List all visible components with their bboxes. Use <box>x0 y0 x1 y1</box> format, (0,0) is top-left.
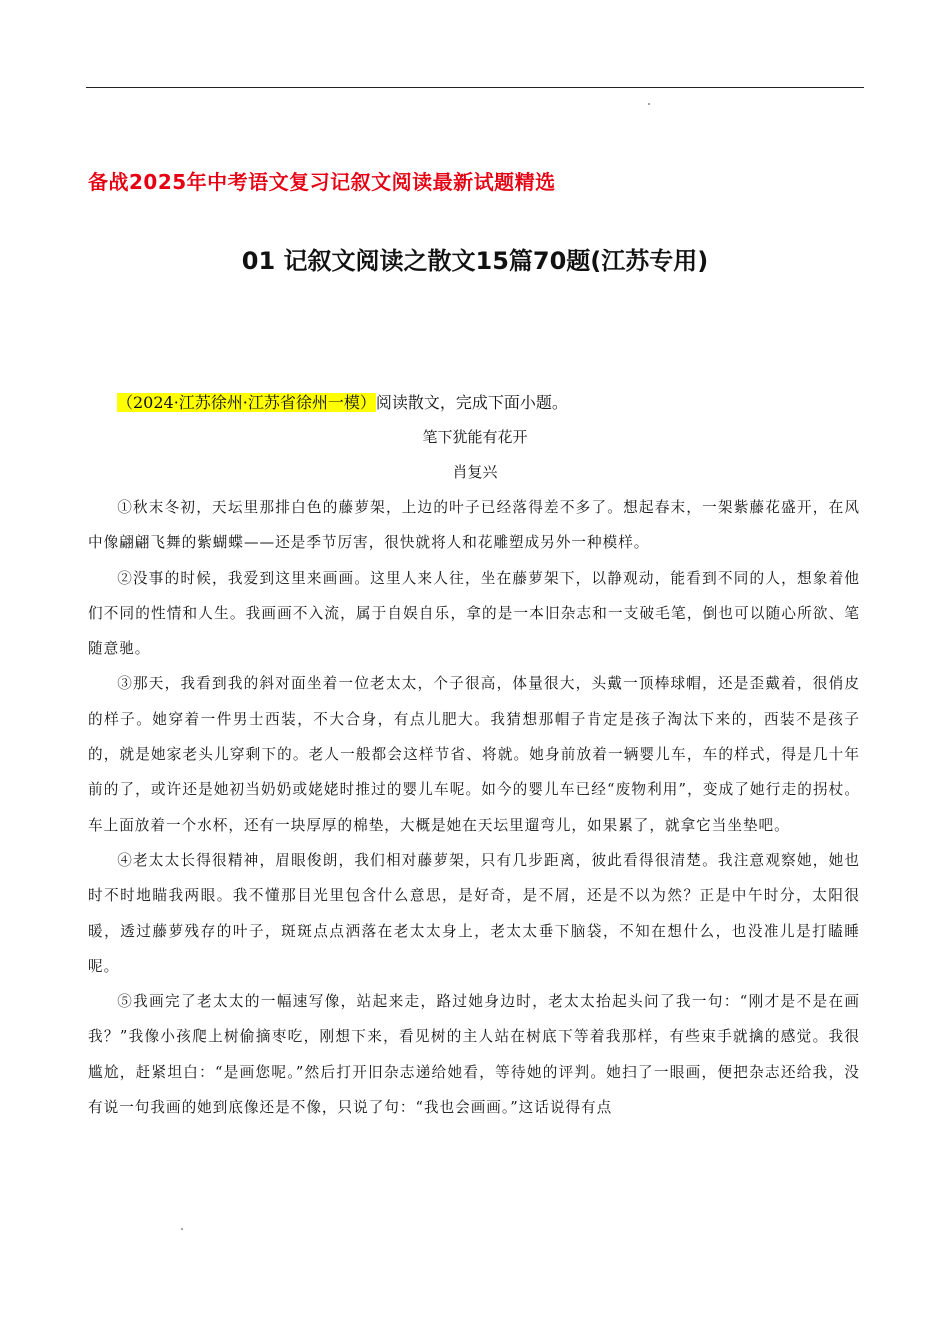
paragraph: ②没事的时候，我爱到这里来画画。这里人来人往，坐在藤萝架下，以静观动，能看到不同的人，想象着他们不同的性情和人生。我画画不入流，属于自娱自乐，拿的是一本旧杂志和一支破毛笔，倒也可以随心所欲、笔随意驰。 <box>88 569 860 658</box>
paragraph: ⑤我画完了老太太的一幅速写像，站起来走，路过她身边时，老太太抬起头问了我一句：“刚才是不是在画我？”我像小孩爬上树偷摘枣吃，刚想下来，看见树的主人站在树底下等着我那样，有些束手就擒的感觉。我很尴尬，赶紧坦白：“是画您呢。”然后打开旧杂志递给她看，等待她的评判。她扫了一眼画，便把杂志还给我，没有说一句我画的她到底像还是不像，只说了句：“我也会画画。”这话说得有点 <box>88 993 860 1117</box>
paragraph: ③那天，我看到我的斜对面坐着一位老太太，个子很高，体量很大，头戴一顶棒球帽，还是歪戴着，很俏皮的样子。她穿着一件男士西装，不大合身，有点儿肥大。我猜想那帽子肯定是孩子淘汰下来的，西装不是孩子的，就是她家老头儿穿剩下的。老人一般都会这样节省、将就。她身前放着一辆婴儿车，车的样式，得是几十年前的了，或许还是她初当奶奶或姥姥时推过的婴儿车呢。如今的婴儿车已经“废物利用”，变成了她行走的拐杖。车上面放着一个水杯，还有一块厚厚的棉垫，大概是她在天坛里遛弯儿，如果累了，就拿它当坐垫吧。 <box>88 675 860 834</box>
essay-author: 肖复兴 <box>452 463 498 481</box>
question-prompt <box>117 390 568 413</box>
paragraph: ④老太太长得很精神，眉眼俊朗，我们相对藤萝架，只有几步距离，彼此看得很清楚。我注意观察她，她也时不时地瞄我两眼。我不懂那目光里包含什么意思，是好奇，是不屑，还是不以为然？正是中午时分，太阳很暖，透过藤萝残存的叶子，斑斑点点洒落在老太太身上，老太太垂下脑袋，不知在想什么，也没准儿是打瞌睡呢。 <box>88 851 860 975</box>
main-title: 01 记叙文阅读之散文15篇70题(江苏专用) <box>241 247 709 275</box>
instruction-text: 阅读散文，完成下面小题。 <box>375 393 568 412</box>
source-tag: （2024·江苏徐州·江苏省徐州一模） <box>117 393 376 412</box>
essay-title: 笔下犹能有花开 <box>422 428 528 446</box>
paragraph: ①秋末冬初，天坛里那排白色的藤萝架，上边的叶子已经落得差不多了。想起春末，一架紫藤花盛开，在风中像翩翩飞舞的紫蝴蝶——还是季节厉害，很快就将人和花雕塑成另外一种模样。 <box>88 499 860 552</box>
header-rule <box>86 87 864 88</box>
series-title: 备战2025年中考语文复习记叙文阅读最新试题精选 <box>88 170 556 194</box>
scan-speck <box>648 103 650 105</box>
scan-speck <box>181 1228 183 1230</box>
essay-body <box>88 490 860 1125</box>
